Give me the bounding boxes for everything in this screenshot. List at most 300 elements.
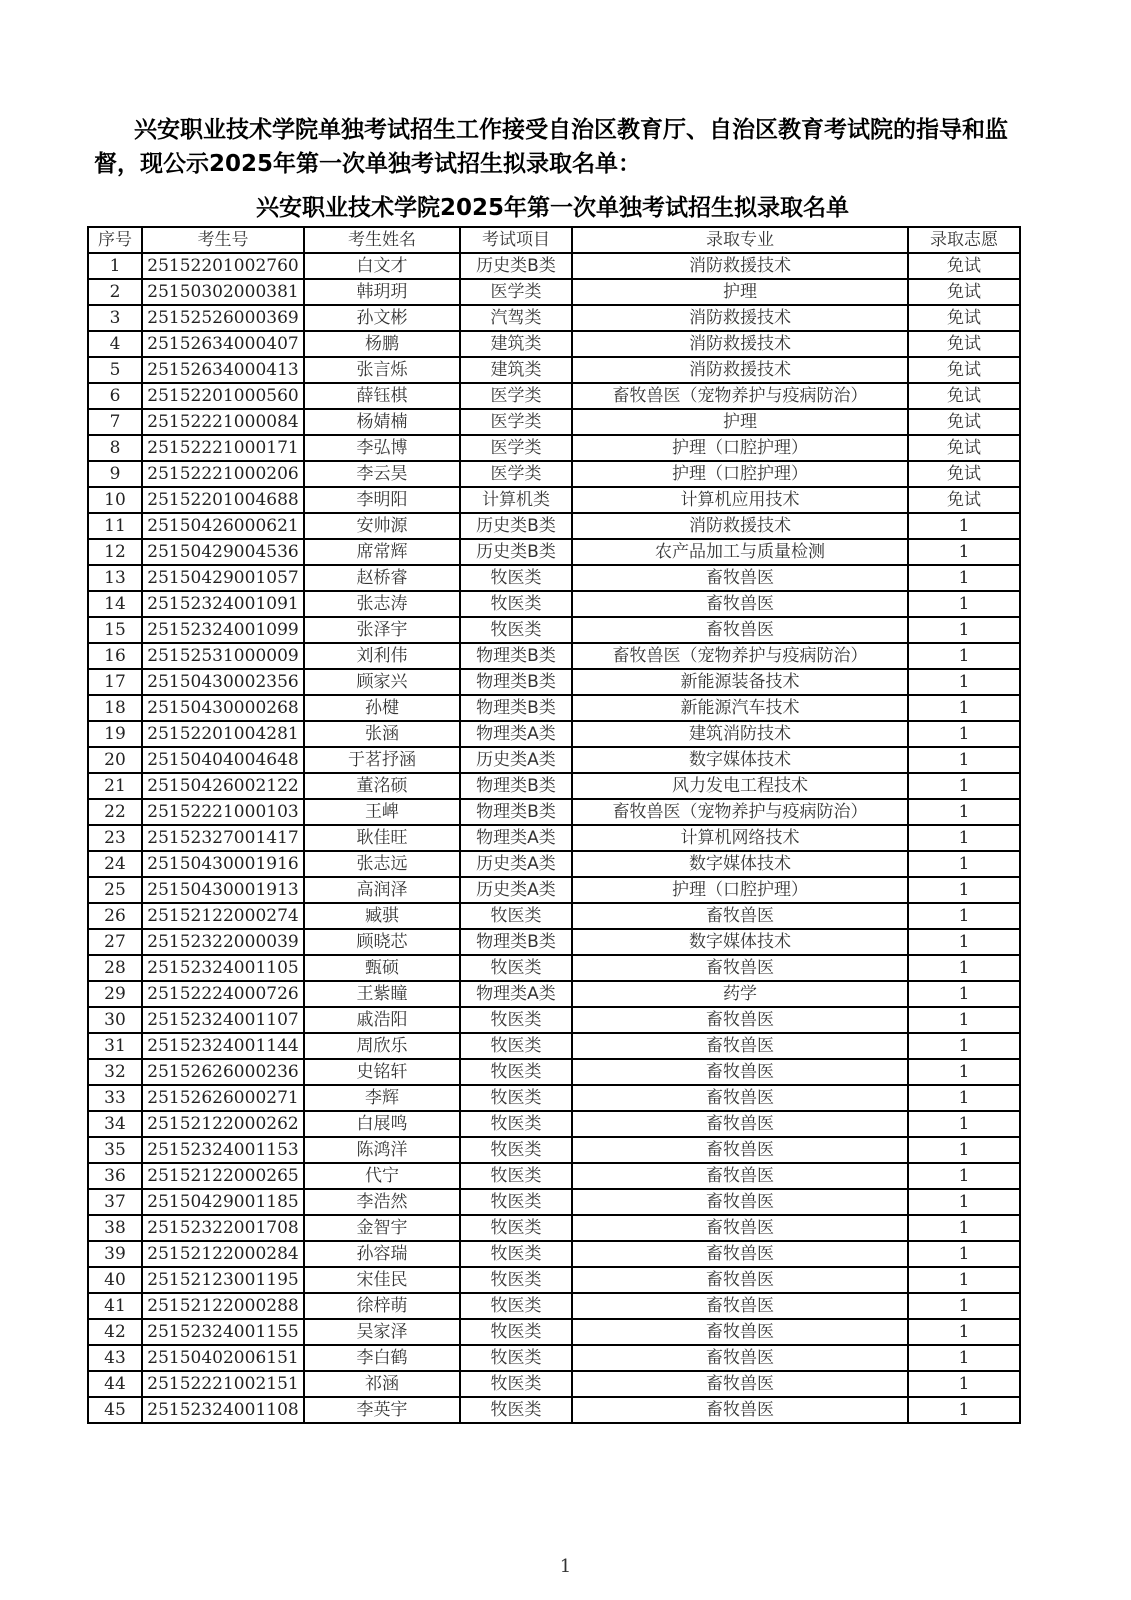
cell-major: 数字媒体技术: [572, 747, 908, 773]
cell-index: 21: [88, 773, 142, 799]
cell-exam-id: 25152201004281: [142, 721, 304, 747]
table-row: [88, 1397, 1020, 1423]
cell-exam-category: 牧医类: [460, 565, 572, 591]
cell-major: 数字媒体技术: [572, 929, 908, 955]
cell-name: 安帅源: [304, 513, 460, 539]
table-row: [88, 695, 1020, 721]
header-major: 录取专业: [572, 227, 908, 253]
cell-exam-category: 物理类A类: [460, 825, 572, 851]
cell-exam-id: 25152123001195: [142, 1267, 304, 1293]
table-row: [88, 1241, 1020, 1267]
cell-index: 7: [88, 409, 142, 435]
cell-major: 畜牧兽医: [572, 1059, 908, 1085]
cell-exam-category: 历史类B类: [460, 513, 572, 539]
cell-exam-id: 25152201002760: [142, 253, 304, 279]
cell-name: 金智宇: [304, 1215, 460, 1241]
cell-index: 41: [88, 1293, 142, 1319]
cell-preference: 1: [908, 1215, 1020, 1241]
cell-preference: 1: [908, 539, 1020, 565]
cell-name: 代宁: [304, 1163, 460, 1189]
cell-index: 2: [88, 279, 142, 305]
cell-major: 畜牧兽医: [572, 1189, 908, 1215]
cell-preference: 1: [908, 851, 1020, 877]
cell-preference: 免试: [908, 331, 1020, 357]
cell-name: 李英宇: [304, 1397, 460, 1423]
cell-name: 史铭轩: [304, 1059, 460, 1085]
cell-exam-category: 建筑类: [460, 331, 572, 357]
cell-exam-category: 历史类A类: [460, 851, 572, 877]
cell-index: 26: [88, 903, 142, 929]
cell-exam-id: 25150430001916: [142, 851, 304, 877]
cell-exam-id: 25152324001091: [142, 591, 304, 617]
cell-major: 畜牧兽医: [572, 1137, 908, 1163]
cell-index: 27: [88, 929, 142, 955]
cell-exam-id: 25152221000103: [142, 799, 304, 825]
cell-exam-id: 25152221002151: [142, 1371, 304, 1397]
cell-exam-category: 物理类A类: [460, 981, 572, 1007]
table-row: [88, 643, 1020, 669]
header-index: 序号: [88, 227, 142, 253]
table-row: [88, 877, 1020, 903]
cell-exam-id: 25152327001417: [142, 825, 304, 851]
cell-name: 张志远: [304, 851, 460, 877]
cell-name: 徐梓萌: [304, 1293, 460, 1319]
cell-major: 护理: [572, 279, 908, 305]
cell-name: 李浩然: [304, 1189, 460, 1215]
cell-major: 畜牧兽医: [572, 1241, 908, 1267]
cell-exam-category: 牧医类: [460, 1267, 572, 1293]
cell-major: 建筑消防技术: [572, 721, 908, 747]
cell-index: 36: [88, 1163, 142, 1189]
cell-index: 33: [88, 1085, 142, 1111]
header-preference: 录取志愿: [908, 227, 1020, 253]
cell-major: 畜牧兽医: [572, 617, 908, 643]
table-row: [88, 929, 1020, 955]
cell-preference: 1: [908, 1033, 1020, 1059]
cell-index: 23: [88, 825, 142, 851]
cell-name: 宋佳民: [304, 1267, 460, 1293]
cell-exam-category: 牧医类: [460, 1215, 572, 1241]
cell-index: 31: [88, 1033, 142, 1059]
table-row: [88, 1137, 1020, 1163]
cell-preference: 免试: [908, 435, 1020, 461]
cell-name: 杨鹏: [304, 331, 460, 357]
cell-index: 34: [88, 1111, 142, 1137]
cell-major: 新能源装备技术: [572, 669, 908, 695]
cell-exam-id: 25150429001057: [142, 565, 304, 591]
cell-exam-id: 25152324001105: [142, 955, 304, 981]
header-exam-id: 考生号: [142, 227, 304, 253]
table-row: [88, 1267, 1020, 1293]
cell-major: 护理（口腔护理）: [572, 435, 908, 461]
cell-preference: 1: [908, 1137, 1020, 1163]
cell-exam-id: 25152221000206: [142, 461, 304, 487]
cell-exam-id: 25152122000262: [142, 1111, 304, 1137]
cell-exam-id: 25152324001144: [142, 1033, 304, 1059]
cell-exam-id: 25152201004688: [142, 487, 304, 513]
cell-index: 43: [88, 1345, 142, 1371]
cell-major: 数字媒体技术: [572, 851, 908, 877]
cell-name: 陈鸿洋: [304, 1137, 460, 1163]
cell-name: 李云昊: [304, 461, 460, 487]
table-row: [88, 331, 1020, 357]
cell-exam-category: 牧医类: [460, 1007, 572, 1033]
cell-preference: 1: [908, 799, 1020, 825]
cell-major: 畜牧兽医: [572, 1111, 908, 1137]
table-row: [88, 1033, 1020, 1059]
cell-index: 16: [88, 643, 142, 669]
cell-preference: 1: [908, 1345, 1020, 1371]
cell-name: 韩玥玥: [304, 279, 460, 305]
table-row: [88, 981, 1020, 1007]
cell-name: 赵桥睿: [304, 565, 460, 591]
cell-exam-category: 历史类B类: [460, 253, 572, 279]
cell-exam-id: 25150430002356: [142, 669, 304, 695]
cell-exam-id: 25152634000407: [142, 331, 304, 357]
table-row: [88, 539, 1020, 565]
cell-preference: 1: [908, 591, 1020, 617]
cell-exam-id: 25150302000381: [142, 279, 304, 305]
cell-name: 李弘博: [304, 435, 460, 461]
cell-exam-id: 25152324001155: [142, 1319, 304, 1345]
cell-exam-category: 牧医类: [460, 1163, 572, 1189]
cell-name: 顾家兴: [304, 669, 460, 695]
cell-name: 祁涵: [304, 1371, 460, 1397]
cell-name: 白文才: [304, 253, 460, 279]
cell-major: 消防救援技术: [572, 305, 908, 331]
cell-major: 风力发电工程技术: [572, 773, 908, 799]
cell-index: 12: [88, 539, 142, 565]
cell-exam-category: 建筑类: [460, 357, 572, 383]
cell-index: 19: [88, 721, 142, 747]
cell-index: 9: [88, 461, 142, 487]
cell-preference: 1: [908, 1319, 1020, 1345]
cell-preference: 免试: [908, 305, 1020, 331]
cell-preference: 1: [908, 513, 1020, 539]
cell-exam-id: 25152122000284: [142, 1241, 304, 1267]
cell-preference: 1: [908, 773, 1020, 799]
table-row: [88, 1059, 1020, 1085]
cell-index: 1: [88, 253, 142, 279]
cell-exam-id: 25152122000274: [142, 903, 304, 929]
cell-name: 张泽宇: [304, 617, 460, 643]
cell-preference: 1: [908, 565, 1020, 591]
cell-index: 44: [88, 1371, 142, 1397]
table-row: [88, 1319, 1020, 1345]
cell-preference: 1: [908, 1241, 1020, 1267]
table-row: [88, 955, 1020, 981]
table-row: [88, 669, 1020, 695]
cell-preference: 免试: [908, 409, 1020, 435]
cell-exam-category: 牧医类: [460, 1345, 572, 1371]
cell-exam-category: 历史类A类: [460, 747, 572, 773]
cell-index: 30: [88, 1007, 142, 1033]
cell-name: 席常辉: [304, 539, 460, 565]
table-row: [88, 357, 1020, 383]
table-row: [88, 487, 1020, 513]
cell-index: 38: [88, 1215, 142, 1241]
header-exam-category: 考试项目: [460, 227, 572, 253]
cell-major: 畜牧兽医: [572, 1007, 908, 1033]
cell-major: 药学: [572, 981, 908, 1007]
cell-exam-category: 物理类B类: [460, 929, 572, 955]
cell-exam-id: 25152324001108: [142, 1397, 304, 1423]
cell-major: 畜牧兽医（宠物养护与疫病防治）: [572, 383, 908, 409]
cell-preference: 1: [908, 1085, 1020, 1111]
cell-index: 42: [88, 1319, 142, 1345]
cell-name: 周欣乐: [304, 1033, 460, 1059]
table-row: [88, 903, 1020, 929]
cell-preference: 免试: [908, 461, 1020, 487]
cell-name: 于茗抒涵: [304, 747, 460, 773]
cell-exam-category: 物理类B类: [460, 695, 572, 721]
cell-major: 畜牧兽医: [572, 1397, 908, 1423]
cell-exam-id: 25152634000413: [142, 357, 304, 383]
cell-major: 新能源汽车技术: [572, 695, 908, 721]
cell-exam-category: 牧医类: [460, 1033, 572, 1059]
cell-exam-category: 牧医类: [460, 1111, 572, 1137]
cell-index: 24: [88, 851, 142, 877]
header-name: 考生姓名: [304, 227, 460, 253]
cell-name: 董洺硕: [304, 773, 460, 799]
cell-index: 29: [88, 981, 142, 1007]
cell-exam-category: 牧医类: [460, 617, 572, 643]
cell-index: 22: [88, 799, 142, 825]
cell-exam-category: 牧医类: [460, 1397, 572, 1423]
cell-name: 耿佳旺: [304, 825, 460, 851]
table-row: [88, 1111, 1020, 1137]
cell-major: 畜牧兽医: [572, 1293, 908, 1319]
table-row: [88, 409, 1020, 435]
cell-exam-category: 计算机类: [460, 487, 572, 513]
cell-exam-id: 25150402006151: [142, 1345, 304, 1371]
admission-list-table: [87, 226, 1021, 1424]
cell-name: 王崥: [304, 799, 460, 825]
cell-exam-id: 25150426000621: [142, 513, 304, 539]
cell-index: 25: [88, 877, 142, 903]
cell-exam-id: 25152122000265: [142, 1163, 304, 1189]
cell-exam-id: 25152122000288: [142, 1293, 304, 1319]
table-row: [88, 721, 1020, 747]
page-number: 1: [559, 1556, 572, 1577]
cell-index: 15: [88, 617, 142, 643]
cell-exam-category: 牧医类: [460, 1293, 572, 1319]
cell-exam-category: 牧医类: [460, 1371, 572, 1397]
cell-index: 3: [88, 305, 142, 331]
cell-major: 护理（口腔护理）: [572, 877, 908, 903]
cell-exam-id: 25152324001099: [142, 617, 304, 643]
cell-major: 畜牧兽医（宠物养护与疫病防治）: [572, 799, 908, 825]
cell-exam-id: 25152322000039: [142, 929, 304, 955]
cell-index: 32: [88, 1059, 142, 1085]
cell-name: 臧骐: [304, 903, 460, 929]
cell-name: 戚浩阳: [304, 1007, 460, 1033]
cell-exam-id: 25152322001708: [142, 1215, 304, 1241]
cell-name: 高润泽: [304, 877, 460, 903]
cell-major: 畜牧兽医: [572, 955, 908, 981]
cell-major: 畜牧兽医: [572, 565, 908, 591]
cell-preference: 1: [908, 903, 1020, 929]
cell-exam-id: 25152221000171: [142, 435, 304, 461]
cell-preference: 1: [908, 1059, 1020, 1085]
cell-exam-category: 汽驾类: [460, 305, 572, 331]
cell-name: 张涵: [304, 721, 460, 747]
cell-exam-id: 25150430001913: [142, 877, 304, 903]
cell-exam-id: 25152531000009: [142, 643, 304, 669]
cell-index: 18: [88, 695, 142, 721]
cell-major: 护理（口腔护理）: [572, 461, 908, 487]
cell-exam-category: 牧医类: [460, 1059, 572, 1085]
cell-exam-category: 牧医类: [460, 1241, 572, 1267]
cell-major: 畜牧兽医: [572, 591, 908, 617]
table-row: [88, 617, 1020, 643]
cell-name: 张志涛: [304, 591, 460, 617]
cell-major: 畜牧兽医: [572, 1215, 908, 1241]
cell-exam-id: 25150429004536: [142, 539, 304, 565]
cell-name: 李白鹤: [304, 1345, 460, 1371]
table-row: [88, 1007, 1020, 1033]
table-row: [88, 825, 1020, 851]
cell-major: 畜牧兽医: [572, 1033, 908, 1059]
cell-exam-category: 物理类B类: [460, 799, 572, 825]
cell-major: 消防救援技术: [572, 253, 908, 279]
table-header-row: [88, 227, 1020, 253]
cell-index: 17: [88, 669, 142, 695]
table-row: [88, 461, 1020, 487]
cell-major: 农产品加工与质量检测: [572, 539, 908, 565]
cell-major: 畜牧兽医: [572, 1267, 908, 1293]
cell-preference: 1: [908, 669, 1020, 695]
cell-index: 13: [88, 565, 142, 591]
cell-index: 20: [88, 747, 142, 773]
cell-exam-category: 物理类B类: [460, 669, 572, 695]
cell-exam-category: 医学类: [460, 383, 572, 409]
cell-major: 畜牧兽医: [572, 903, 908, 929]
cell-exam-category: 医学类: [460, 461, 572, 487]
table-row: [88, 279, 1020, 305]
cell-index: 6: [88, 383, 142, 409]
cell-preference: 1: [908, 747, 1020, 773]
table-row: [88, 253, 1020, 279]
cell-preference: 1: [908, 695, 1020, 721]
cell-name: 吴家泽: [304, 1319, 460, 1345]
cell-index: 40: [88, 1267, 142, 1293]
cell-exam-category: 医学类: [460, 435, 572, 461]
cell-preference: 1: [908, 981, 1020, 1007]
cell-index: 35: [88, 1137, 142, 1163]
cell-index: 14: [88, 591, 142, 617]
cell-exam-category: 牧医类: [460, 955, 572, 981]
cell-name: 孙容瑞: [304, 1241, 460, 1267]
cell-preference: 1: [908, 721, 1020, 747]
cell-exam-id: 25152626000236: [142, 1059, 304, 1085]
table-row: [88, 1371, 1020, 1397]
cell-exam-id: 25152626000271: [142, 1085, 304, 1111]
cell-preference: 1: [908, 1293, 1020, 1319]
table-row: [88, 799, 1020, 825]
cell-major: 计算机应用技术: [572, 487, 908, 513]
cell-index: 4: [88, 331, 142, 357]
cell-exam-category: 历史类A类: [460, 877, 572, 903]
table-row: [88, 1085, 1020, 1111]
cell-exam-category: 牧医类: [460, 1319, 572, 1345]
cell-preference: 1: [908, 1267, 1020, 1293]
cell-exam-id: 25152324001153: [142, 1137, 304, 1163]
cell-name: 孙文彬: [304, 305, 460, 331]
table-row: [88, 1189, 1020, 1215]
cell-exam-category: 牧医类: [460, 903, 572, 929]
cell-exam-category: 物理类A类: [460, 721, 572, 747]
cell-major: 护理: [572, 409, 908, 435]
cell-exam-id: 25152221000084: [142, 409, 304, 435]
table-row: [88, 1215, 1020, 1241]
cell-name: 刘利伟: [304, 643, 460, 669]
cell-preference: 免试: [908, 383, 1020, 409]
cell-preference: 免试: [908, 487, 1020, 513]
cell-exam-id: 25150426002122: [142, 773, 304, 799]
cell-index: 39: [88, 1241, 142, 1267]
intro-paragraph: 兴安职业技术学院单独考试招生工作接受自治区教育厅、自治区教育考试院的指导和监督，现公示2025年第一次单独考试招生拟录取名单：: [94, 117, 1008, 177]
cell-preference: 免试: [908, 253, 1020, 279]
table-row: [88, 1163, 1020, 1189]
cell-preference: 1: [908, 1189, 1020, 1215]
cell-preference: 1: [908, 1007, 1020, 1033]
cell-name: 张言烁: [304, 357, 460, 383]
cell-exam-category: 牧医类: [460, 1189, 572, 1215]
table-row: [88, 851, 1020, 877]
cell-major: 畜牧兽医: [572, 1085, 908, 1111]
cell-index: 8: [88, 435, 142, 461]
cell-index: 45: [88, 1397, 142, 1423]
table-row: [88, 305, 1020, 331]
cell-exam-id: 25150404004648: [142, 747, 304, 773]
cell-name: 王紫瞳: [304, 981, 460, 1007]
cell-preference: 1: [908, 1163, 1020, 1189]
cell-index: 5: [88, 357, 142, 383]
table-row: [88, 435, 1020, 461]
cell-exam-category: 医学类: [460, 409, 572, 435]
cell-exam-id: 25152324001107: [142, 1007, 304, 1033]
cell-exam-category: 历史类B类: [460, 539, 572, 565]
cell-major: 畜牧兽医: [572, 1319, 908, 1345]
cell-index: 11: [88, 513, 142, 539]
cell-name: 顾晓芯: [304, 929, 460, 955]
cell-preference: 1: [908, 929, 1020, 955]
cell-major: 畜牧兽医（宠物养护与疫病防治）: [572, 643, 908, 669]
cell-exam-id: 25150429001185: [142, 1189, 304, 1215]
cell-name: 李辉: [304, 1085, 460, 1111]
cell-exam-category: 物理类B类: [460, 773, 572, 799]
cell-preference: 1: [908, 617, 1020, 643]
cell-preference: 1: [908, 955, 1020, 981]
cell-preference: 1: [908, 1371, 1020, 1397]
table-row: [88, 747, 1020, 773]
cell-name: 白展鸣: [304, 1111, 460, 1137]
cell-preference: 1: [908, 877, 1020, 903]
cell-preference: 1: [908, 1111, 1020, 1137]
cell-exam-category: 牧医类: [460, 1085, 572, 1111]
cell-name: 杨婧楠: [304, 409, 460, 435]
cell-exam-id: 25150430000268: [142, 695, 304, 721]
cell-exam-id: 25152224000726: [142, 981, 304, 1007]
cell-preference: 免试: [908, 279, 1020, 305]
cell-major: 畜牧兽医: [572, 1345, 908, 1371]
cell-exam-id: 25152201000560: [142, 383, 304, 409]
cell-exam-category: 物理类B类: [460, 643, 572, 669]
cell-major: 消防救援技术: [572, 331, 908, 357]
table-row: [88, 1345, 1020, 1371]
cell-exam-id: 25152526000369: [142, 305, 304, 331]
